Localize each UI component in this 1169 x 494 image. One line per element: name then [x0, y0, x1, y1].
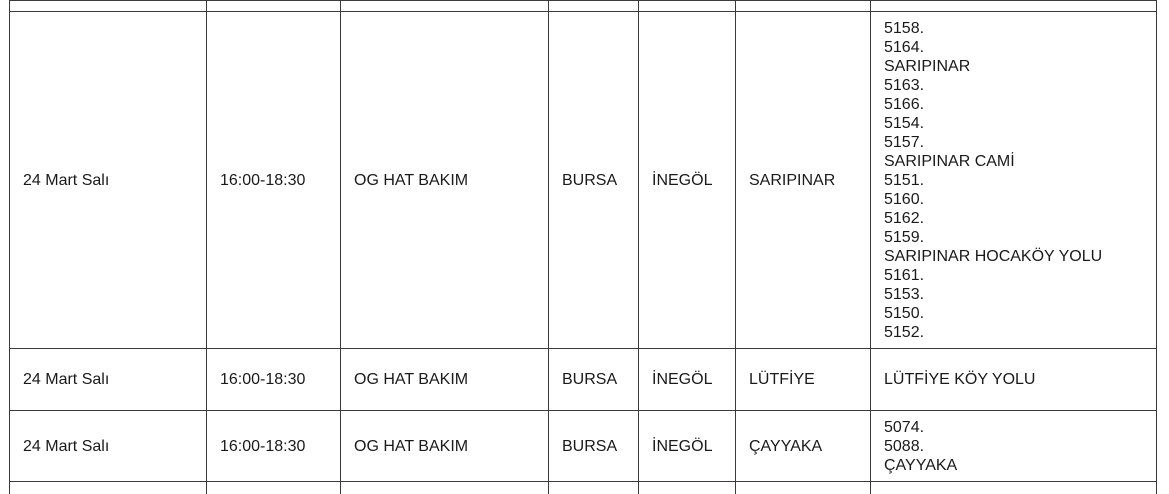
street-item: 5164. [884, 38, 1156, 57]
reason-cell: OG HAT BAKIM [341, 12, 549, 349]
reason-cell: OG HAT BAKIM [341, 411, 549, 482]
street-item: 5166. [884, 95, 1156, 114]
neighborhood-cell: ÇAYYAKA [736, 411, 871, 482]
time-cell: 16:00-18:30 [207, 411, 341, 482]
neighborhood-cell: SARIPINAR [736, 12, 871, 349]
city-cell: BURSA [549, 349, 639, 411]
street-list [884, 418, 1156, 475]
outage-table [9, 0, 1157, 494]
reason-cell: OG HAT BAKIM [341, 349, 549, 411]
street-item: 5150. [884, 304, 1156, 323]
date-cell: 24 Mart Salı [10, 349, 207, 411]
street-item: 5161. [884, 266, 1156, 285]
street-list [884, 19, 1156, 342]
street-item: 5088. [884, 437, 1156, 456]
table-row [10, 12, 1157, 349]
street-item: 5159. [884, 228, 1156, 247]
time-cell: 16:00-18:30 [207, 12, 341, 349]
streets-cell [871, 12, 1157, 349]
district-cell: İNEGÖL [639, 411, 736, 482]
street-item: LÜTFİYE KÖY YOLU [884, 370, 1156, 389]
street-item: 5152. [884, 323, 1156, 342]
streets-cell [871, 411, 1157, 482]
street-item: ÇAYYAKA [884, 456, 1156, 475]
street-item: SARIPINAR [884, 57, 1156, 76]
streets-cell [871, 349, 1157, 411]
table-row [10, 349, 1157, 411]
street-item: 5158. [884, 19, 1156, 38]
street-item: 5074. [884, 418, 1156, 437]
street-list [884, 370, 1156, 389]
table-row-stub-top [10, 1, 1157, 12]
date-cell: 24 Mart Salı [10, 12, 207, 349]
city-cell: BURSA [549, 12, 639, 349]
street-item: 5153. [884, 285, 1156, 304]
street-item: SARIPINAR HOCAKÖY YOLU [884, 247, 1156, 266]
city-cell: BURSA [549, 411, 639, 482]
street-item: 5154. [884, 114, 1156, 133]
district-cell: İNEGÖL [639, 12, 736, 349]
table-row-stub-bottom [10, 482, 1157, 494]
outage-table-container [9, 0, 1156, 494]
date-cell: 24 Mart Salı [10, 411, 207, 482]
street-item: SARIPINAR CAMİ [884, 152, 1156, 171]
table-row [10, 411, 1157, 482]
district-cell: İNEGÖL [639, 349, 736, 411]
neighborhood-cell: LÜTFİYE [736, 349, 871, 411]
street-item: 5151. [884, 171, 1156, 190]
street-item: 5157. [884, 133, 1156, 152]
time-cell: 16:00-18:30 [207, 349, 341, 411]
street-item: 5160. [884, 190, 1156, 209]
street-item: 5163. [884, 76, 1156, 95]
street-item: 5162. [884, 209, 1156, 228]
